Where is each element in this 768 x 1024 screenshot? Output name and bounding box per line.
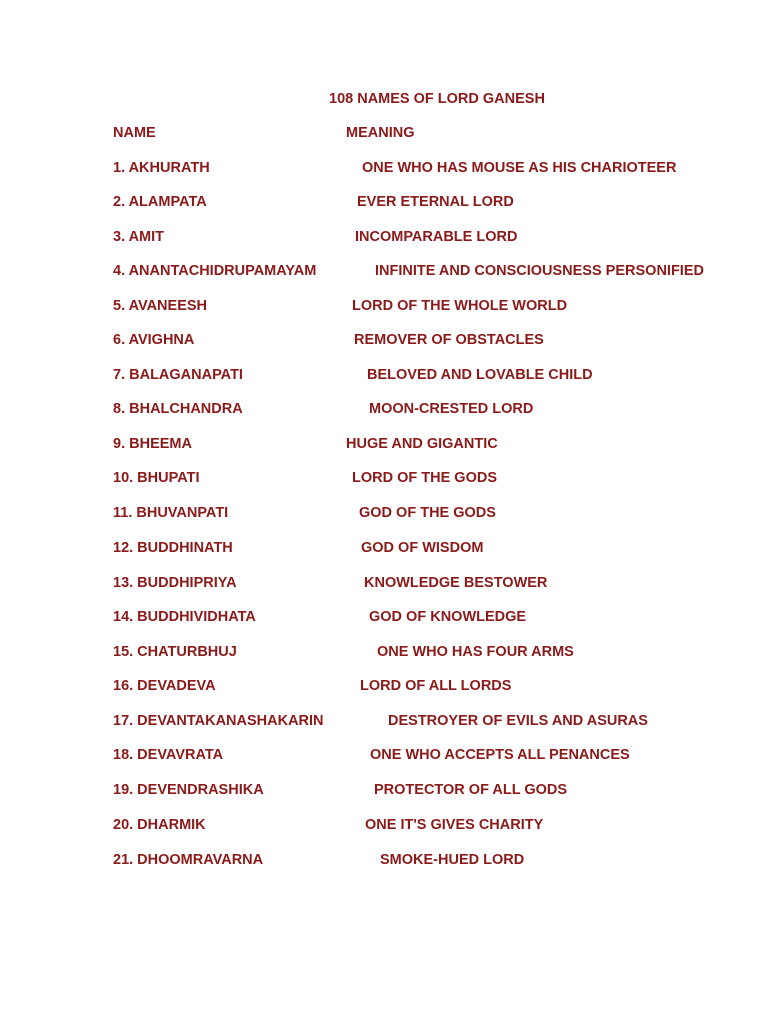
list-item — [0, 367, 768, 387]
entry-meaning: REMOVER OF OBSTACLES — [354, 332, 544, 348]
entry-meaning: MOON-CRESTED LORD — [369, 401, 534, 417]
entry-meaning: SMOKE-HUED LORD — [380, 852, 525, 868]
list-item — [0, 644, 768, 664]
list-item — [0, 436, 768, 456]
list-item — [0, 263, 768, 283]
entry-name: 17. DEVANTAKANASHAKARIN — [113, 713, 324, 729]
list-item — [0, 817, 768, 837]
entry-name: 2. ALAMPATA — [113, 194, 207, 210]
entry-meaning: LORD OF THE GODS — [352, 470, 497, 486]
list-item — [0, 609, 768, 629]
entry-name: 16. DEVADEVA — [113, 678, 216, 694]
entry-name: 11. BHUVANPATI — [113, 505, 229, 521]
document-title: 108 NAMES OF LORD GANESH — [329, 91, 545, 107]
entry-name: 14. BUDDHIVIDHATA — [113, 609, 256, 625]
entry-name: 1. AKHURATH — [113, 160, 210, 176]
list-item — [0, 194, 768, 214]
entry-meaning: KNOWLEDGE BESTOWER — [364, 575, 548, 591]
list-item — [0, 401, 768, 421]
entry-meaning: GOD OF THE GODS — [359, 505, 496, 521]
entry-meaning: INFINITE AND CONSCIOUSNESS PERSONIFIED — [375, 263, 704, 279]
list-item — [0, 747, 768, 767]
list-item — [0, 505, 768, 525]
header-row — [0, 125, 768, 145]
entry-name: 20. DHARMIK — [113, 817, 206, 833]
entry-name: 10. BHUPATI — [113, 470, 200, 486]
list-item — [0, 160, 768, 180]
entry-meaning: DESTROYER OF EVILS AND ASURAS — [388, 713, 648, 729]
entry-name: 15. CHATURBHUJ — [113, 644, 237, 660]
meaning-column-header: MEANING — [346, 125, 415, 141]
list-item — [0, 470, 768, 490]
list-item — [0, 713, 768, 733]
entry-name: 21. DHOOMRAVARNA — [113, 852, 264, 868]
entry-meaning: HUGE AND GIGANTIC — [346, 436, 498, 452]
list-item — [0, 852, 768, 872]
list-item — [0, 782, 768, 802]
entry-meaning: ONE IT'S GIVES CHARITY — [365, 817, 544, 833]
entry-meaning: BELOVED AND LOVABLE CHILD — [367, 367, 593, 383]
entry-name: 7. BALAGANAPATI — [113, 367, 243, 383]
list-item — [0, 540, 768, 560]
entry-meaning: ONE WHO HAS FOUR ARMS — [377, 644, 574, 660]
entry-name: 5. AVANEESH — [113, 298, 208, 314]
entry-name: 13. BUDDHIPRIYA — [113, 575, 237, 591]
entry-meaning: INCOMPARABLE LORD — [355, 229, 518, 245]
entry-name: 18. DEVAVRATA — [113, 747, 224, 763]
entry-meaning: GOD OF KNOWLEDGE — [369, 609, 527, 625]
entry-name: 9. BHEEMA — [113, 436, 192, 452]
entry-meaning: LORD OF ALL LORDS — [360, 678, 512, 694]
entry-meaning: PROTECTOR OF ALL GODS — [374, 782, 568, 798]
entry-meaning: GOD OF WISDOM — [361, 540, 484, 556]
list-item — [0, 298, 768, 318]
entry-meaning: ONE WHO HAS MOUSE AS HIS CHARIOTEER — [362, 160, 677, 176]
entry-meaning: LORD OF THE WHOLE WORLD — [352, 298, 568, 314]
name-column-header: NAME — [113, 125, 156, 141]
entry-name: 4. ANANTACHIDRUPAMAYAM — [113, 263, 317, 279]
entry-name: 12. BUDDHINATH — [113, 540, 233, 556]
entry-name: 19. DEVENDRASHIKA — [113, 782, 264, 798]
entry-name: 6. AVIGHNA — [113, 332, 195, 348]
entry-name: 8. BHALCHANDRA — [113, 401, 243, 417]
entry-meaning: ONE WHO ACCEPTS ALL PENANCES — [370, 747, 630, 763]
list-item — [0, 678, 768, 698]
list-item — [0, 332, 768, 352]
list-item — [0, 229, 768, 249]
list-item — [0, 575, 768, 595]
entry-meaning: EVER ETERNAL LORD — [357, 194, 514, 210]
entry-name: 3. AMIT — [113, 229, 165, 245]
